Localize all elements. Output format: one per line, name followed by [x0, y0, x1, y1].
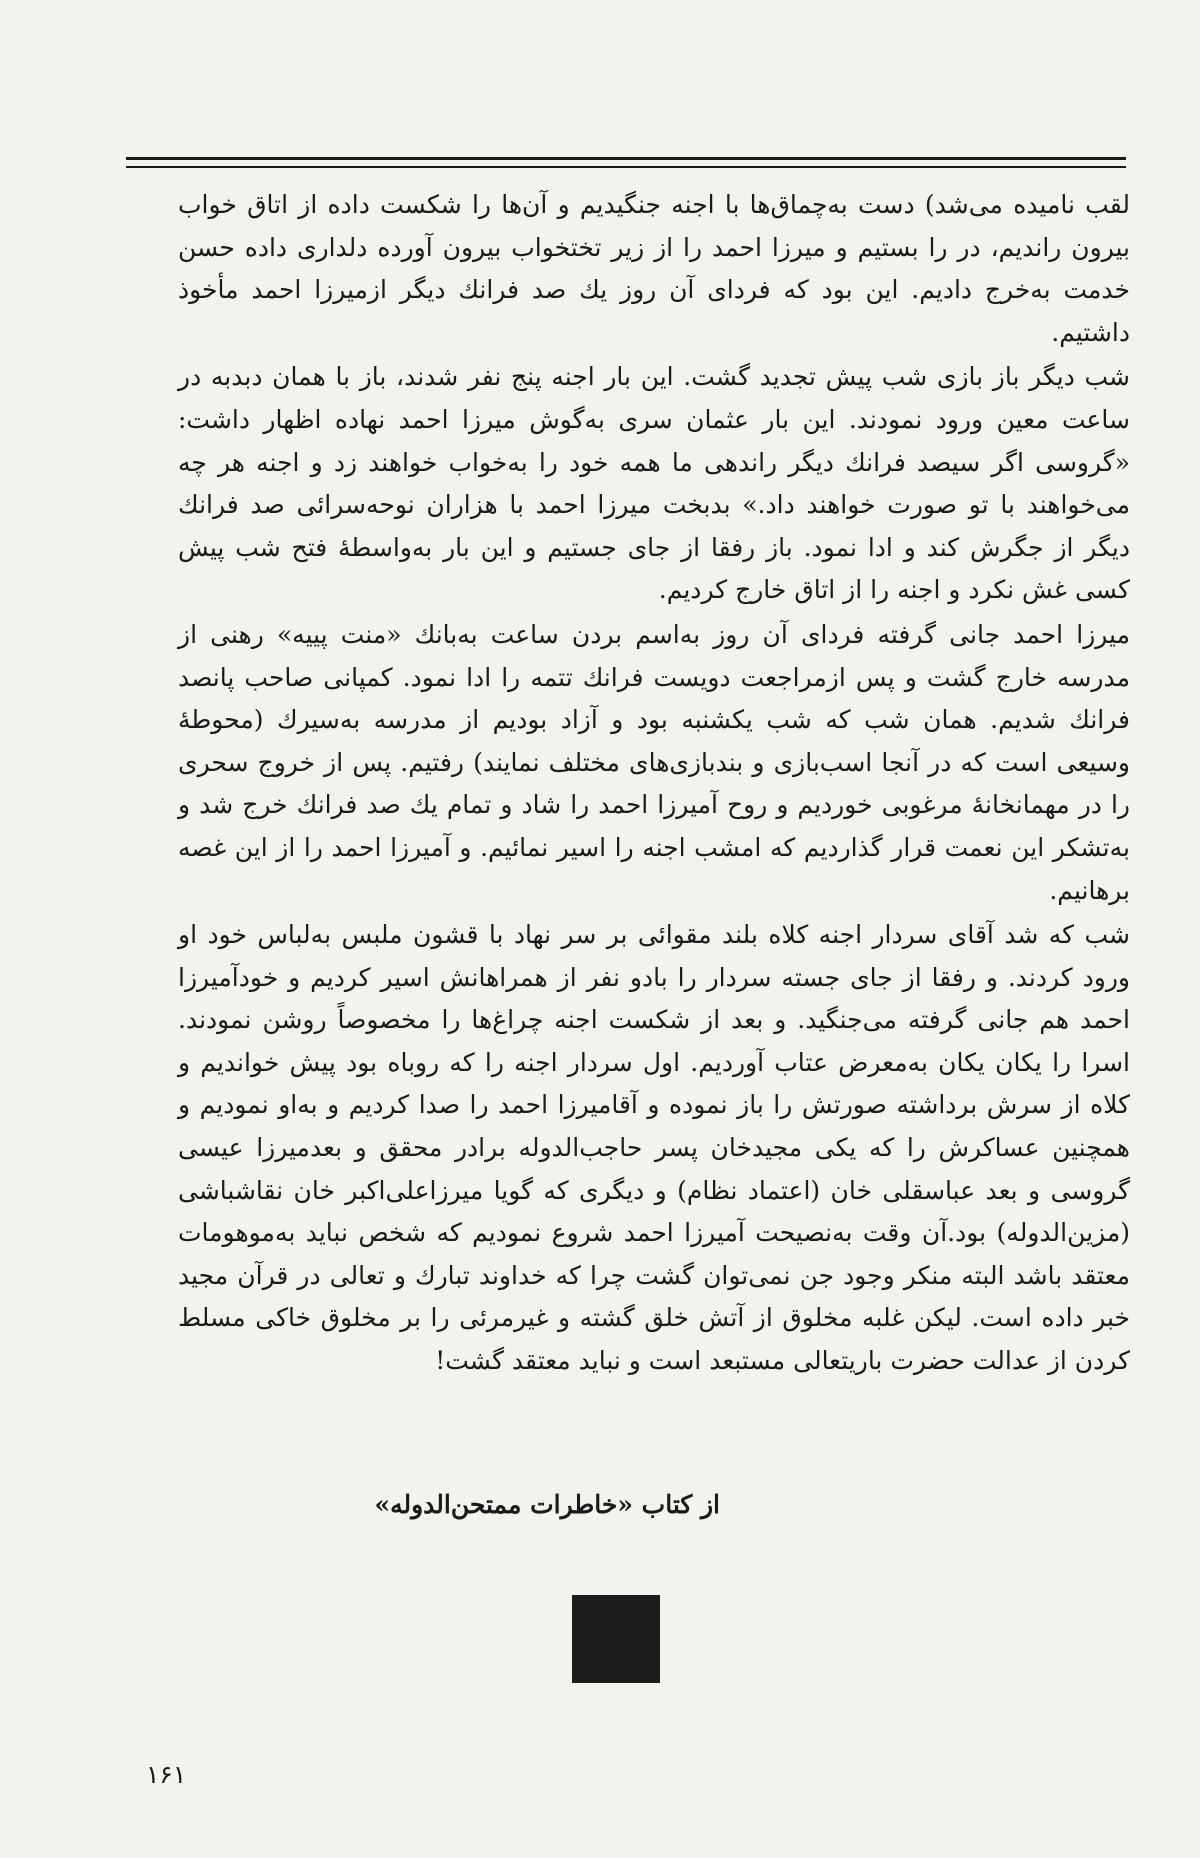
header-rule-thin: [126, 166, 1126, 168]
page-number: ۱۶۱: [146, 1760, 187, 1789]
paragraph-3: میرزا احمد جانی گرفته فردای آن روز به‌اسم بردن ساعت به‌بانك «منت پییه» رهنی از مدرسه خارج گشت و پس ازمراجعت دویست فرانك تتمه را ادا نمود. کمپانی صاحب پانصد فرانك شدیم. همان شب که شب یکشنبه بود و آزاد بودیم از مدرسه به‌سیرك (محوطهٔ وسیعی است که در آنجا اسب‌بازی و بندبازی‌های مختلف نمایند) رفتیم. پس از خروج سحری را در مهمانخانهٔ مرغوبی خوردیم و روح آمیرزا احمد را شاد و تمام یك صد فرانك خرج شد و به‌تشکر این نعمت قرار گذاردیم که امشب اجنه را اسیر نمائیم. و آمیرزا احمد را از این غصه برهانیم.: [178, 619, 1130, 905]
source-citation: از کتاب «خاطرات ممتحن‌الدوله»: [374, 1490, 720, 1519]
black-square-ornament: [572, 1595, 660, 1683]
body-text: [178, 184, 1130, 1383]
paragraph-2: شب دیگر باز بازی شب پیش تجدید گشت. این بار اجنه پنج نفر شدند، باز با همان دبدبه در ساعت معین ورود نمودند. این بار عثمان سری به‌گوش میرزا احمد نهاده اظهار داشت: «گروسی اگر سیصد فرانك دیگر راندهی ما همه خود را به‌خواب خواهند زد و اجنه هر چه می‌خواهند با تو صورت خواهند داد.» بدبخت میرزا احمد با هزاران نوحه‌سرائی صد فرانك دیگر از جگرش کند و ادا نمود. باز رفقا از جای جستیم و این بار به‌واسطهٔ فتح شب پیش کسی غش نکرد و اجنه را از اتاق خارج کردیم.: [178, 362, 1131, 605]
paragraph-4: شب که شد آقای سردار اجنه کلاه بلند مقوائی بر سر نهاد با قشون ملبس به‌لباس خود او ورود کردند. و رفقا از جای جسته سردار را بادو نفر از همراهانش اسیر کردیم و خودآمیرزا احمد هم جانی گرفته می‌جنگید. و بعد از شکست اجنه چراغ‌ها را مخصوصاً روشن نمودند. اسرا را یکان یکان به‌معرض عتاب آوردیم. اول سردار اجنه را که روباه بود پیش خواندیم و کلاه از سرش برداشته صورتش را باز نموده و آقامیرزا احمد را صدا کردیم و به‌او نمودیم و همچنین عساکرش را که یکی مجیدخان پسر حاجب‌الدوله برادر محقق و بعدمیرزا عیسی گروسی و بعد عباسقلی خان (اعتماد نظام) و دیگری که گویا میرزاعلی‌اکبر خان نقاشباشی (مزین‌الدوله) بود.آن وقت به‌نصیحت آمیرزا احمد شروع نمودیم که شخص نباید به‌موهومات معتقد باشد البته منکر وجود جن نمی‌توان گشت چرا که خداوند تبارك و تعالی در قرآن مجید خبر داده است. لیکن غلبه مخلوق از آتش خلق گشته و غیرمرئی را بر مخلوق خاکی مسلط کردن از عدالت حضرت باریتعالی مستبعد است و نباید معتقد گشت!: [178, 920, 1130, 1376]
paragraph-1: لقب نامیده می‌شد) دست به‌چماق‌ها با اجنه جنگیدیم و آن‌ها را شکست داده از اتاق خواب بیرون راندیم، در را بستیم و میرزا احمد را از زیر تختخواب بیرون آورده دلداری داده حسن خدمت به‌خرج دادیم. این بود که فردای آن روز یك صد فرانك دیگر ازمیرزا احمد مأخوذ داشتیم.: [178, 190, 1130, 347]
header-rule-thick: [126, 157, 1126, 160]
